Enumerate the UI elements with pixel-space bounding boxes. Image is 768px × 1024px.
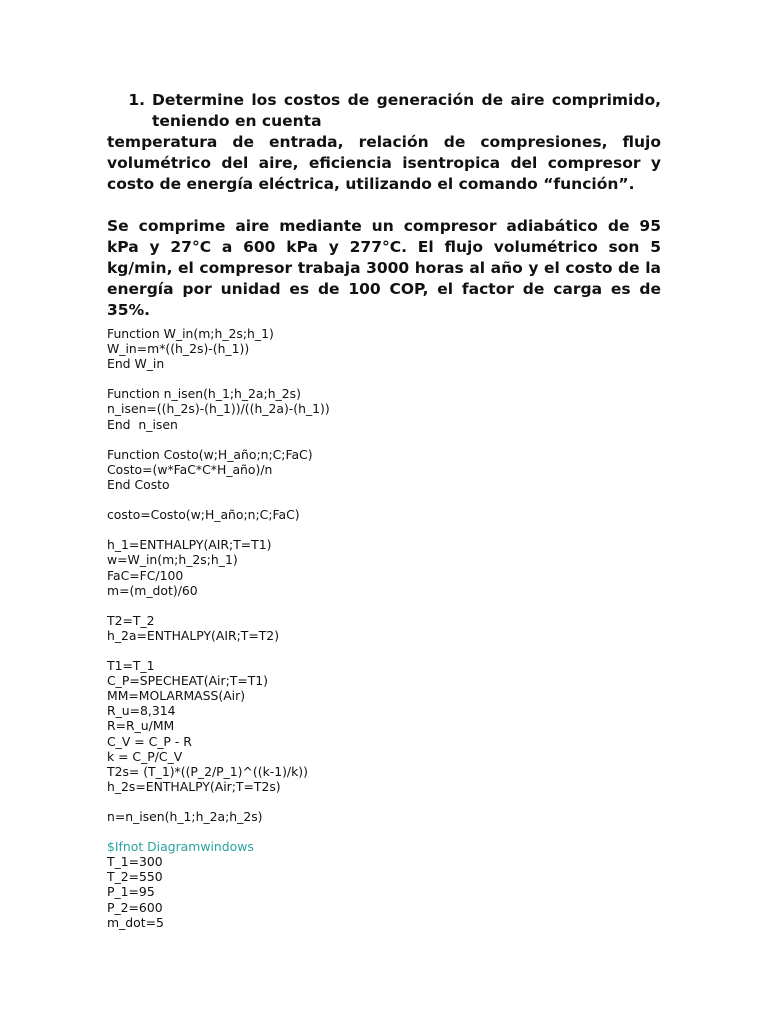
code-line: m=(m_dot)/60 [107,582,198,598]
code-line: End W_in [107,356,165,372]
code-line: Function W_in(m;h_2s;h_1) [107,326,274,341]
code-line: FaC=FC/100 [107,567,184,583]
code-block [107,326,661,930]
code-line: h_2a=ENTHALPY(AIR;T=T2) [107,627,280,643]
code-line: costo=Costo(w;H_año;n;C;FaC) [107,507,300,523]
problem-statement: Se comprime aire mediante un compresor adiabático de 95 kPa y 27°C a 600 kPa y 277°C. El flujo volumétrico son 5 kg/min, el compresor trabaja 3000 horas al año y el costo de la energía por unidad es de 100 COP, el factor de carga es de 35%. [107,217,661,319]
code-line: R_u=8,314 [107,703,176,719]
code-line [107,371,661,386]
code-line [107,432,661,447]
code-directive-line: $Ifnot Diagramwindows [107,839,254,855]
code-line: P_2=600 [107,899,163,915]
code-line [107,824,661,839]
code-line: h_1=ENTHALPY(AIR;T=T1) [107,537,272,553]
code-line: W_in=m*((h_2s)-(h_1)) [107,341,250,357]
code-line [107,794,661,809]
document-body [107,90,661,321]
code-line: Function Costo(w;H_año;n;C;FaC) [107,446,313,462]
code-line [107,492,661,507]
code-line [107,643,661,658]
question-continuation: temperatura de entrada, relación de compresiones, flujo volumétrico del aire, eficiencia isentropica del compresor y costo de energía eléctrica, utilizando el comando “función”. [107,133,661,193]
code-line: T_2=550 [107,869,163,885]
code-line: End n_isen [107,416,178,432]
code-line [107,522,661,537]
code-line: w=W_in(m;h_2s;h_1) [107,552,238,568]
code-line: Costo=(w*FaC*C*H_año)/n [107,461,273,477]
code-line: T2=T_2 [107,612,155,628]
code-line: m_dot=5 [107,914,164,930]
code-line: P_1=95 [107,884,155,900]
code-line: h_2s=ENTHALPY(Air;T=T2s) [107,778,281,794]
code-line: MM=MOLARMASS(Air) [107,688,246,704]
code-line: n=n_isen(h_1;h_2a;h_2s) [107,809,263,824]
code-line: Function n_isen(h_1;h_2a;h_2s) [107,386,301,402]
question-text: Determine los costos de generación de aire comprimido, teniendo en cuenta [152,91,661,130]
code-line: T_1=300 [107,854,163,870]
code-line: k = C_P/C_V [107,748,183,764]
code-line: C_P=SPECHEAT(Air;T=T1) [107,673,269,689]
code-line: T1=T_1 [107,658,155,674]
code-line: End Costo [107,476,170,492]
code-line: R=R_u/MM [107,718,175,734]
code-line: C_V = C_P - R [107,733,192,749]
code-line [107,598,661,613]
code-line: n_isen=((h_2s)-(h_1))/((h_2a)-(h_1)) [107,401,330,417]
question-item [107,90,661,132]
code-line: T2s= (T_1)*((P_2/P_1)^((k-1)/k)) [107,763,308,779]
question-number: 1. [128,91,145,109]
